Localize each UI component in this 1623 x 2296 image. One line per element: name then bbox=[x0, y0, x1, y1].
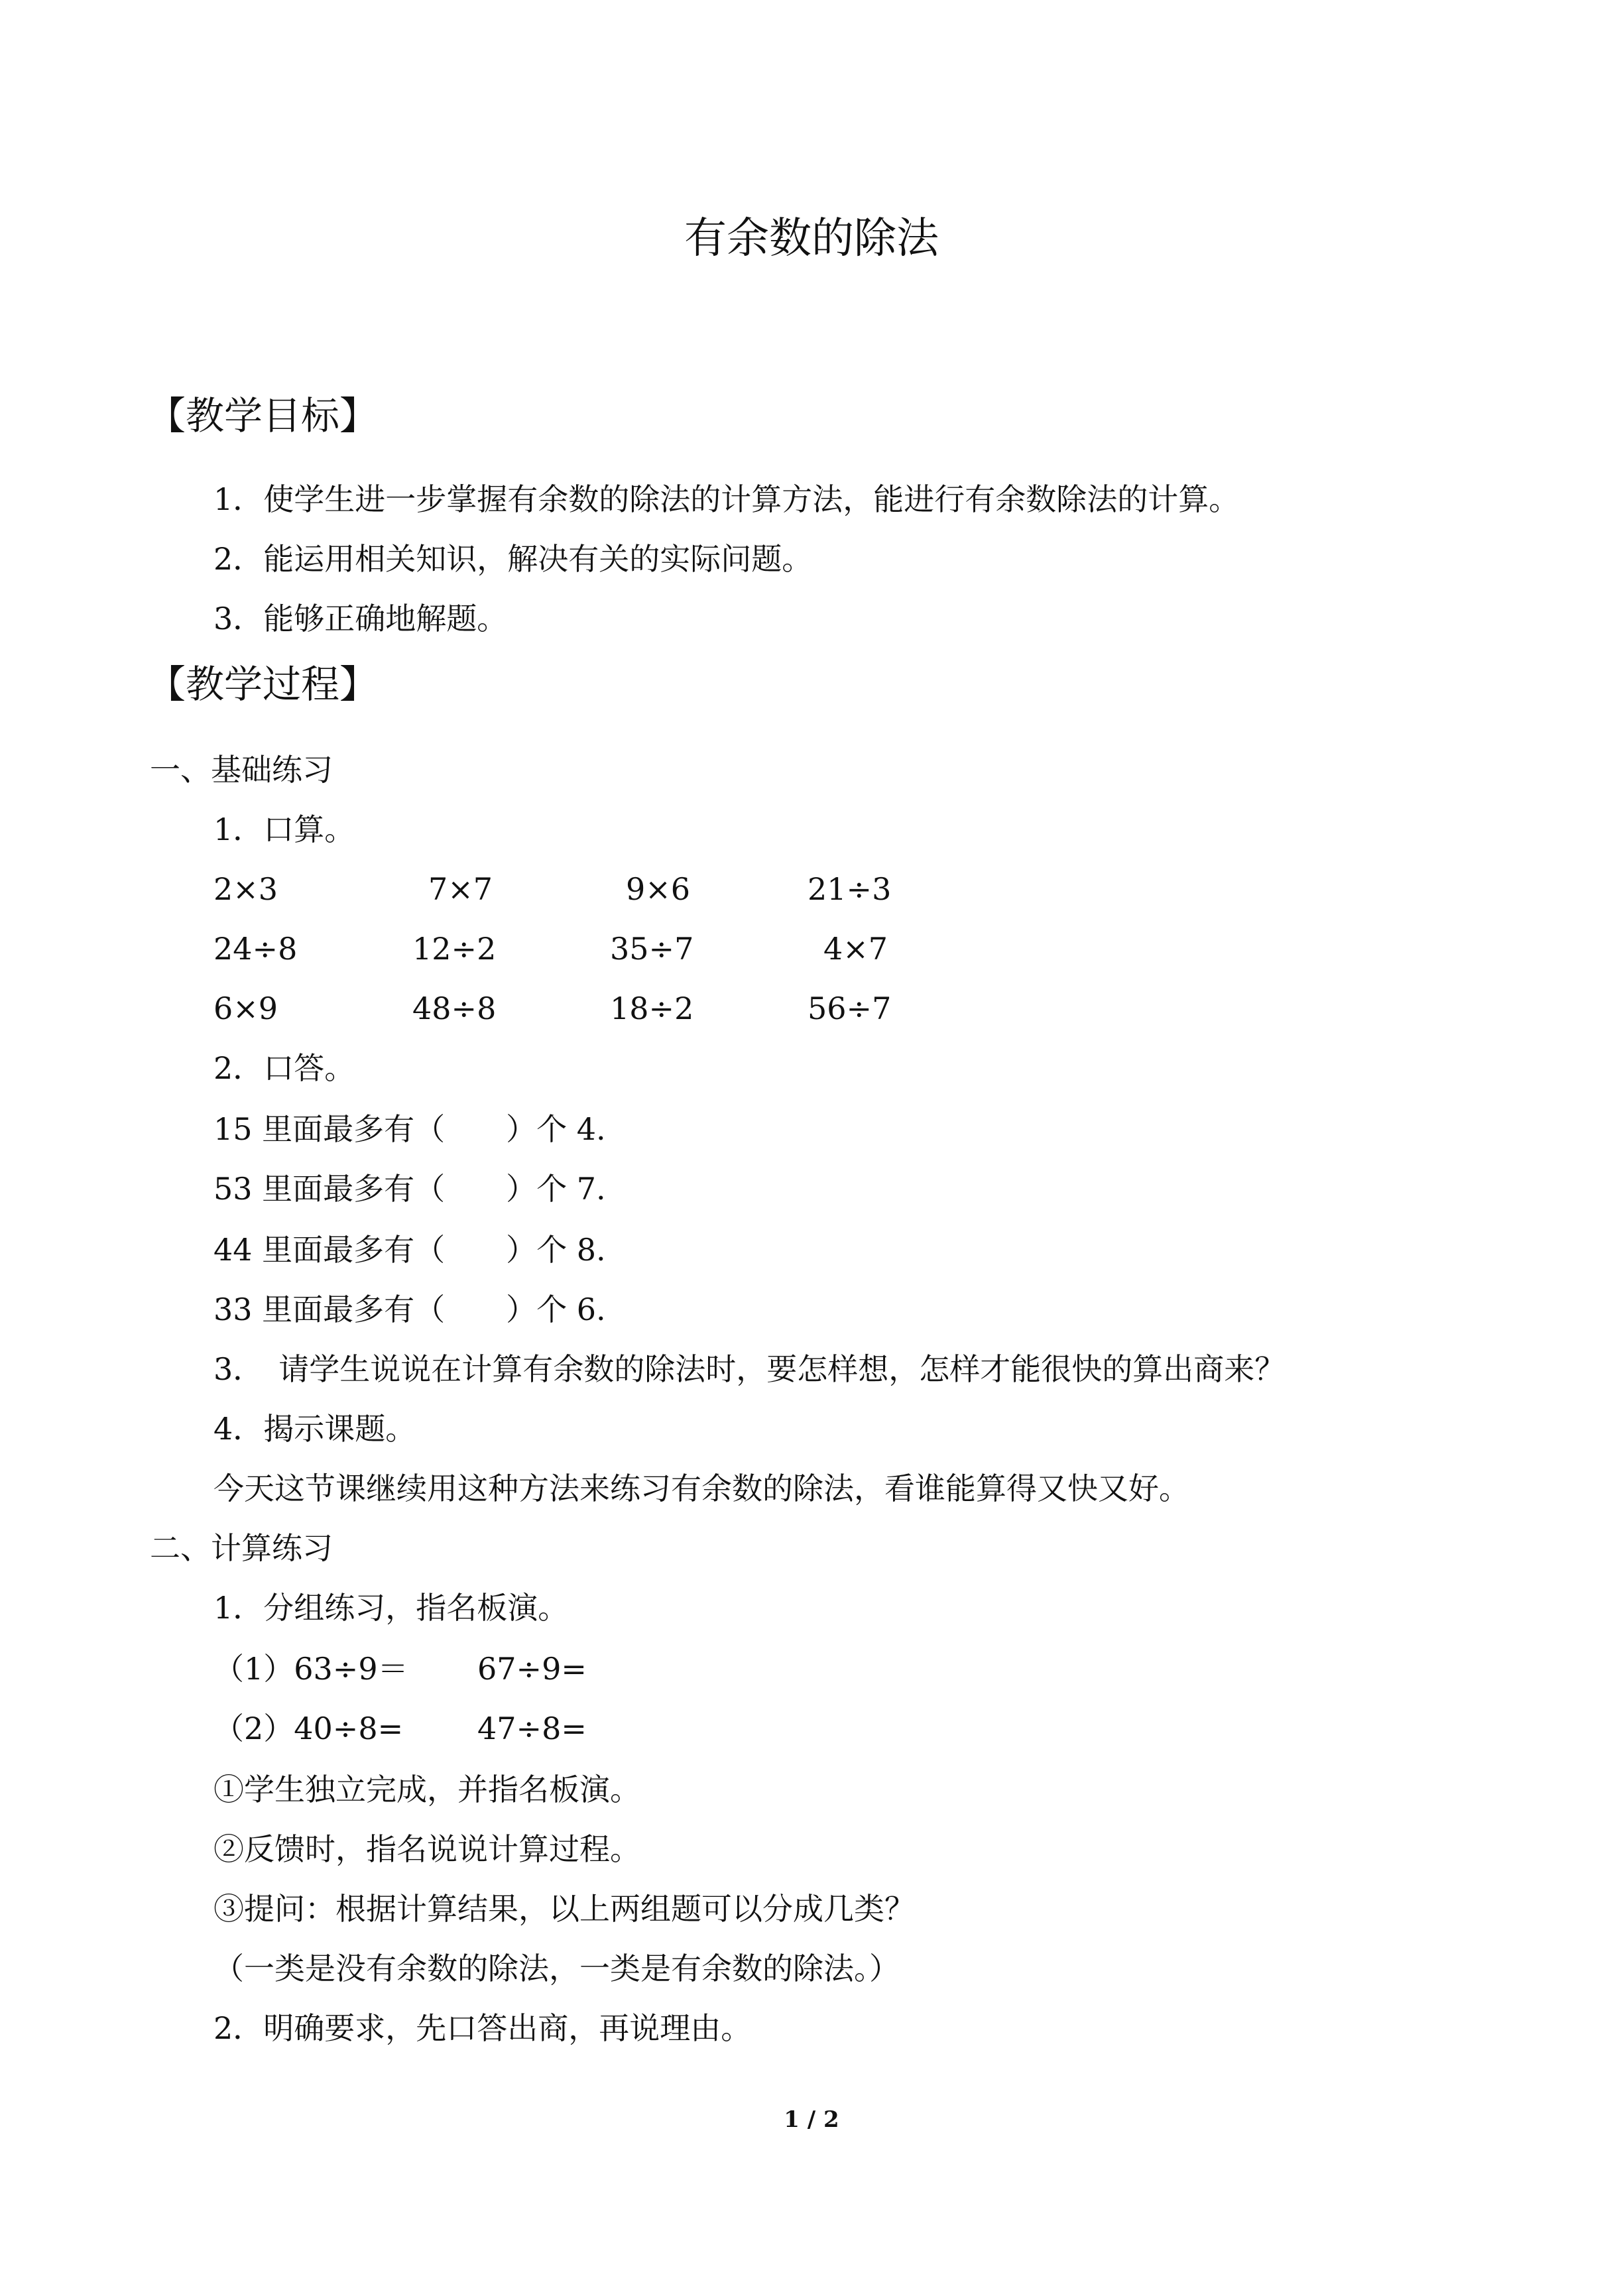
calc-cell: 35÷7 bbox=[610, 931, 694, 967]
calc-cell: 7×7 bbox=[428, 871, 493, 907]
calc-cell: 6×9 bbox=[213, 991, 278, 1026]
objective-item-3: 3．能够正确地解题。 bbox=[213, 601, 508, 636]
process-heading: 【教学过程】 bbox=[147, 662, 379, 707]
objective-item-1: 1．使学生进一步掌握有余数的除法的计算方法，能进行有余数除法的计算。 bbox=[213, 481, 1240, 517]
page-title: 有余数的除法 bbox=[684, 214, 939, 263]
oral-answer-item: 44 里面最多有（ ）个 8. bbox=[213, 1232, 606, 1268]
objective-item-2: 2．能运用相关知识，解决有关的实际问题。 bbox=[213, 541, 813, 577]
section1-item4: 4．揭示课题。 bbox=[213, 1411, 416, 1447]
step-3-answer: （一类是没有余数的除法，一类是有余数的除法。） bbox=[213, 1951, 900, 1986]
oral-answer-item: 53 里面最多有（ ）个 7. bbox=[213, 1171, 606, 1207]
step-1: ①学生独立完成，并指名板演。 bbox=[213, 1772, 640, 1807]
section2-title: 二、计算练习 bbox=[150, 1530, 333, 1566]
calc-cell: 9×6 bbox=[626, 871, 691, 907]
oral-answer-label: 2．口答。 bbox=[213, 1050, 355, 1086]
calc-cell: 56÷7 bbox=[808, 991, 892, 1026]
calc-cell: 18÷2 bbox=[610, 991, 694, 1026]
group1-expression-a: （1）63÷9＝ bbox=[213, 1651, 408, 1687]
oral-answer-item: 33 里面最多有（ ）个 6. bbox=[213, 1292, 606, 1327]
objectives-heading: 【教学目标】 bbox=[147, 393, 379, 438]
calc-cell: 4×7 bbox=[823, 931, 888, 967]
calc-cell: 48÷8 bbox=[412, 991, 497, 1026]
section1-title: 一、基础练习 bbox=[150, 752, 333, 788]
section2-item1: 1．分组练习，指名板演。 bbox=[213, 1590, 569, 1626]
calc-cell: 21÷3 bbox=[808, 871, 892, 907]
section1-item3: 3． 请学生说说在计算有余数的除法时，要怎样想，怎样才能很快的算出商来？ bbox=[213, 1351, 1286, 1387]
section2-item2: 2．明确要求，先口答出商，再说理由。 bbox=[213, 2010, 752, 2046]
section1-intro: 今天这节课继续用这种方法来练习有余数的除法，看谁能算得又快又好。 bbox=[213, 1471, 1189, 1506]
calc-cell: 2×3 bbox=[213, 871, 278, 907]
oral-calc-label: 1．口算。 bbox=[213, 812, 355, 847]
page-number: 1 / 2 bbox=[784, 2106, 839, 2133]
calc-cell: 12÷2 bbox=[412, 931, 497, 967]
group2-expression-b: 47÷8= bbox=[477, 1711, 587, 1746]
oral-answer-item: 15 里面最多有（ ）个 4. bbox=[213, 1111, 606, 1147]
calc-cell: 24÷8 bbox=[213, 931, 298, 967]
group1-expression-b: 67÷9= bbox=[477, 1651, 587, 1687]
step-2: ②反馈时，指名说说计算过程。 bbox=[213, 1831, 640, 1867]
group2-expression-a: （2）40÷8= bbox=[213, 1711, 404, 1746]
step-3: ③提问：根据计算结果，以上两组题可以分成几类？ bbox=[213, 1891, 915, 1927]
